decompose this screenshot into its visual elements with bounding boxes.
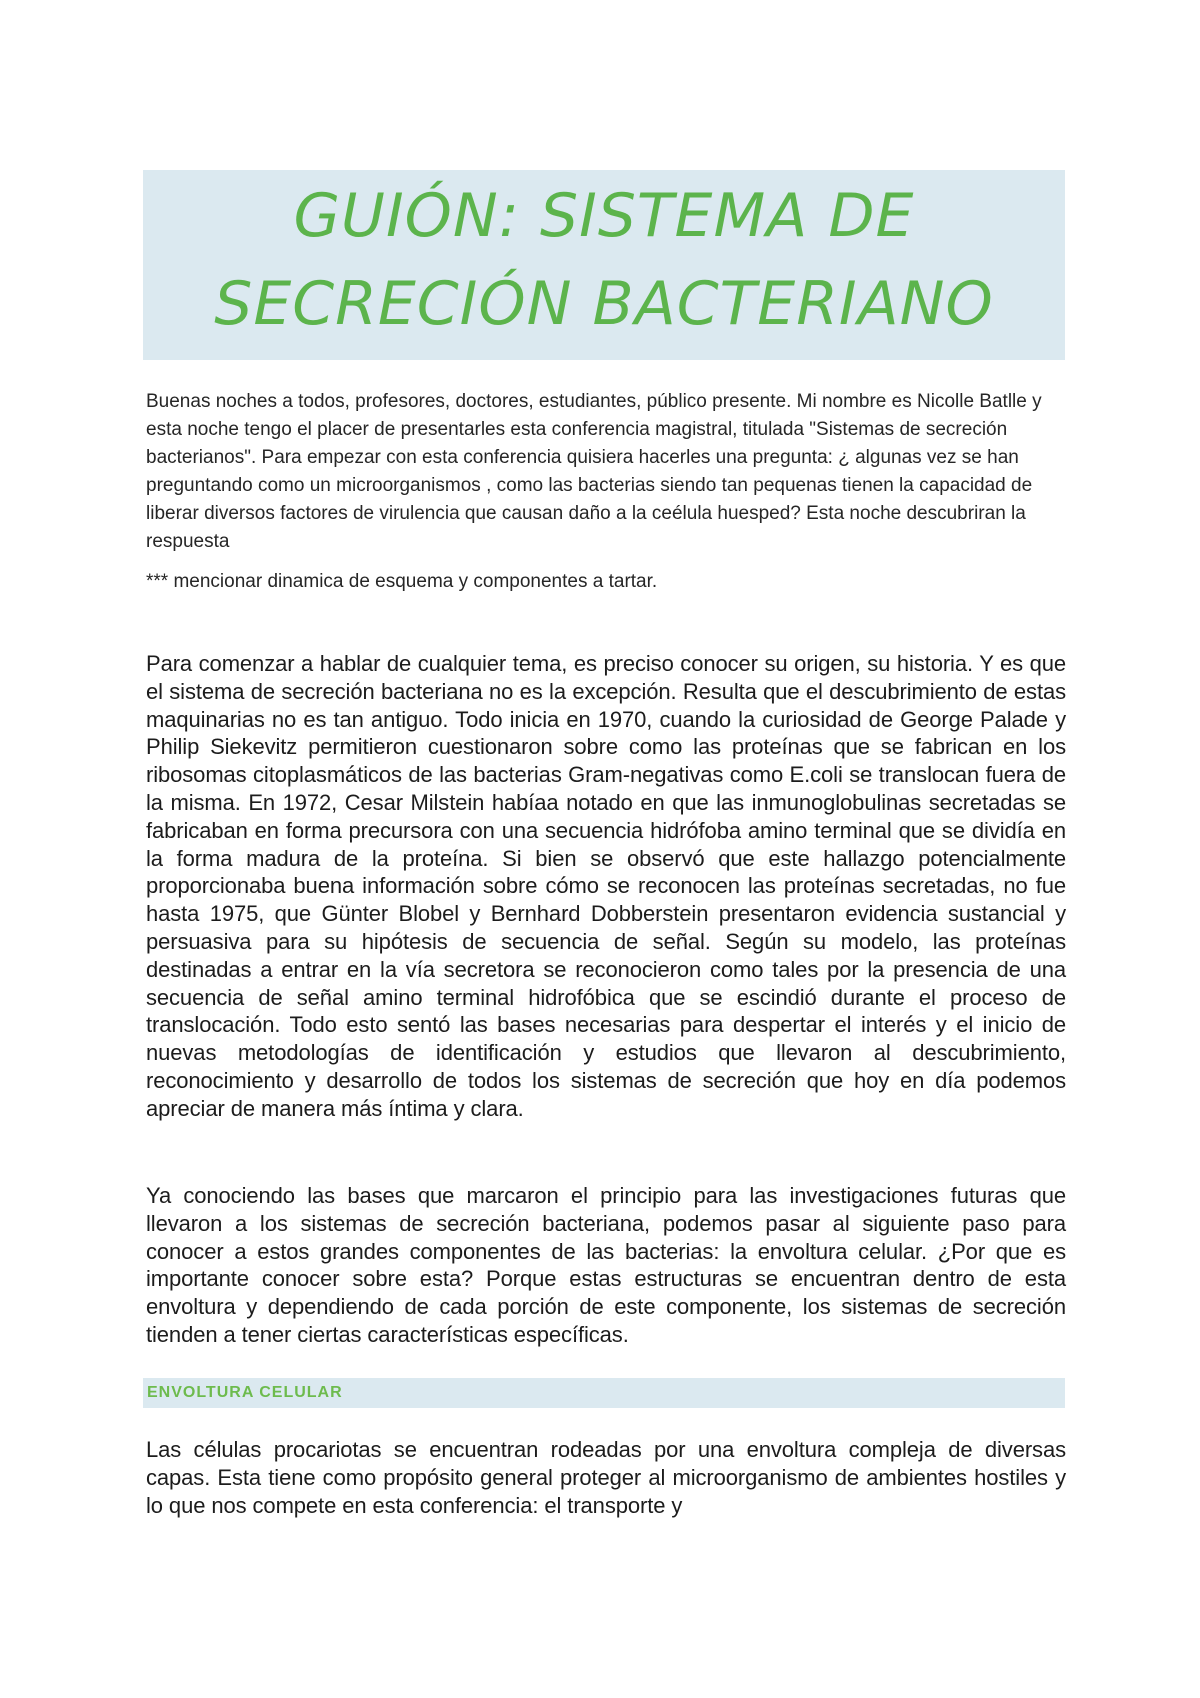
- body-paragraph-bases: Ya conociendo las bases que marcaron el principio para las investigaciones futuras que llevaron a los sistemas de secreción bacteriana, podemos pasar al siguiente paso para conocer a estos grandes componentes de las bacterias: la envoltura celular. ¿Por que es importante conocer sobre esta? Porque estas estructuras se encuentran dentro de esta envoltura y dependiendo de cada porción de este componente, los sistemas de secreción tienden a tener ciertas características específicas.: [146, 1183, 1066, 1347]
- body-paragraph-envoltura: Las células procariotas se encuentran rodeadas por una envoltura compleja de diversas capas. Esta tiene como propósito general proteger al microorganismo de ambientes hostiles y lo que nos compete en esta conferencia: el transporte y: [146, 1437, 1066, 1518]
- intro-paragraph: Buenas noches a todos, profesores, doctores, estudiantes, público presente. Mi nombre es Nicolle Batlle y esta noche tengo el placer de presentarles esta conferencia magistral, titulada "Sistemas de secreción bacterianos". Para empezar con esta conferencia quisiera hacerles una pregunta: ¿ algunas vez se han preguntando como un microorganismos , como las bacterias siendo tan pequenas tienen la capacidad de liberar diversos factores de virulencia que causan daño a la ceélula huesped? Esta noche descubriran la respuesta: [146, 391, 1042, 552]
- section-heading-bar: [143, 1378, 1065, 1408]
- section-heading: ENVOLTURA CELULAR: [147, 1384, 343, 1401]
- body-paragraph-history: Para comenzar a hablar de cualquier tema, es preciso conocer su origen, su historia. Y es que el sistema de secreción bacteriana no es la excepción. Resulta que el descubrimiento de estas maquinarias no es tan antiguo. Todo inicia en 1970, cuando la curiosidad de George Palade y Philip Siekevitz permitieron cuestionaron sobre como las proteínas que se fabrican en los ribosomas citoplasmáticos de las bacterias Gram-negativas como E.coli se translocan fuera de la misma. En 1972, Cesar Milstein habíaa notado en que las inmunoglobulinas secretadas se fabricaban en forma precursora con una secuencia hidrófoba amino terminal que se dividía en la forma madura de la proteína. Si bien se observó que este hallazgo potencialmente proporcionaba buena información sobre cómo se reconocen las proteínas secretadas, no fue hasta 1975, que Günter Blobel y Bernhard Dobberstein presentaron evidencia sustancial y persuasiva para su hipótesis de secuencia de señal. Según su modelo, las proteínas destinadas a entrar en la vía secretora se reconocieron como tales por la presencia de una secuencia de señal amino terminal hidrofóbica que se escindió durante el proceso de translocación. Todo esto sentó las bases necesarias para despertar el interés y el inicio de nuevas metodologías de identificación y estudios que llevaron al descubrimiento, reconocimiento y desarrollo de todos los sistemas de secreción que hoy en día podemos apreciar de manera más íntima y clara.: [146, 651, 1066, 1121]
- document-title-line-2: SECRECIÓN BACTERIANO: [214, 269, 994, 339]
- title-banner: [143, 170, 1065, 360]
- document-title-line-1: GUIÓN: SISTEMA DE: [293, 181, 915, 251]
- speaker-note: *** mencionar dinamica de esquema y componentes a tartar.: [146, 571, 658, 592]
